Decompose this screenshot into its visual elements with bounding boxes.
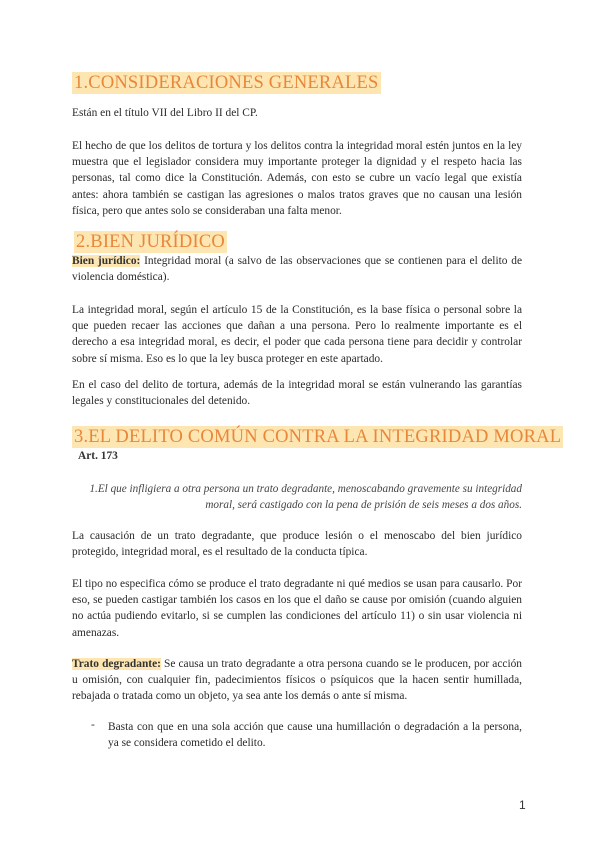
list-bullet: - xyxy=(91,719,95,731)
section-heading-1: 1.CONSIDERACIONES GENERALES xyxy=(74,73,379,93)
paragraph: En el caso del delito de tortura, además de la integridad moral se están vulnerando las garantías legales y constitucionales del detenido. xyxy=(72,379,522,408)
section-heading-2: 2.BIEN JURÍDICO xyxy=(76,232,225,252)
highlighted-term: Trato degradante: xyxy=(72,658,161,670)
highlighted-term: Bien jurídico: xyxy=(72,255,141,267)
paragraph xyxy=(72,656,522,705)
paragraph: El hecho de que los delitos de tortura y los delitos contra la integridad moral estén juntos en la ley muestra que el legislador considera muy importante proteger la dignidad y el respeto hacia las personas, tal como dice la Constitución. Además, con esto se cubre un vacío legal que existía antes: ahora también se castigan las agresiones o malos tratos graves que no causan una lesión física, pero que antes solo se consideraban una falta menor. xyxy=(72,140,522,217)
page-number: 1 xyxy=(519,798,526,812)
paragraph xyxy=(72,253,522,285)
paragraph: La integridad moral, según el artículo 15 de la Constitución, es la base física o personal sobre la que pueden recaer las acciones que dañan a una persona. Pero lo realmente importante es el derecho a esa integridad moral, es decir, el poder que cada persona tiene para decidir y controlar sobre sí misma. Eso es lo que la ley busca proteger en este apartado. xyxy=(72,304,522,365)
paragraph: La causación de un trato degradante, que produce lesión o el menoscabo del bien jurídico protegido, integridad moral, es el resultado de la conducta típica. xyxy=(72,530,522,559)
section-heading-3: 3.EL DELITO COMÚN CONTRA LA INTEGRIDAD MORAL xyxy=(74,427,562,447)
paragraph: Están en el título VII del Libro II del CP. xyxy=(72,107,258,119)
list-item: Basta con que en una sola acción que cause una humillación o degradación a la persona, ya se considera cometido el delito. xyxy=(108,721,522,750)
article-label: Art. 173 xyxy=(78,450,118,462)
paragraph-text: Integridad moral (a salvo de las observaciones que se contienen para el delito de violencia doméstica). xyxy=(72,255,522,284)
paragraph: El tipo no especifica cómo se produce el trato degradante ni qué medios se usan para causarlo. Por eso, se pueden castigar también los casos en los que el daño se cause por omisión (cuando alguien no actúa pudiendo evitarlo, si se cumplen las condiciones del artículo 11) o sin usar violencia ni amenazas. xyxy=(72,578,522,639)
paragraph-text: Se causa un trato degradante a otra persona cuando se le producen, por acción u omisión, con cualquier fin, padecimientos físicos o psíquicos que la hacen sentir humillada, rebajada o tratada como un objeto, ya sea ante los demás o ante sí misma. xyxy=(72,658,522,703)
article-quote: 1.El que infligiera a otra persona un trato degradante, menoscabando gravemente su integridad moral, será castigado con la pena de prisión de seis meses a dos años. xyxy=(89,483,522,511)
